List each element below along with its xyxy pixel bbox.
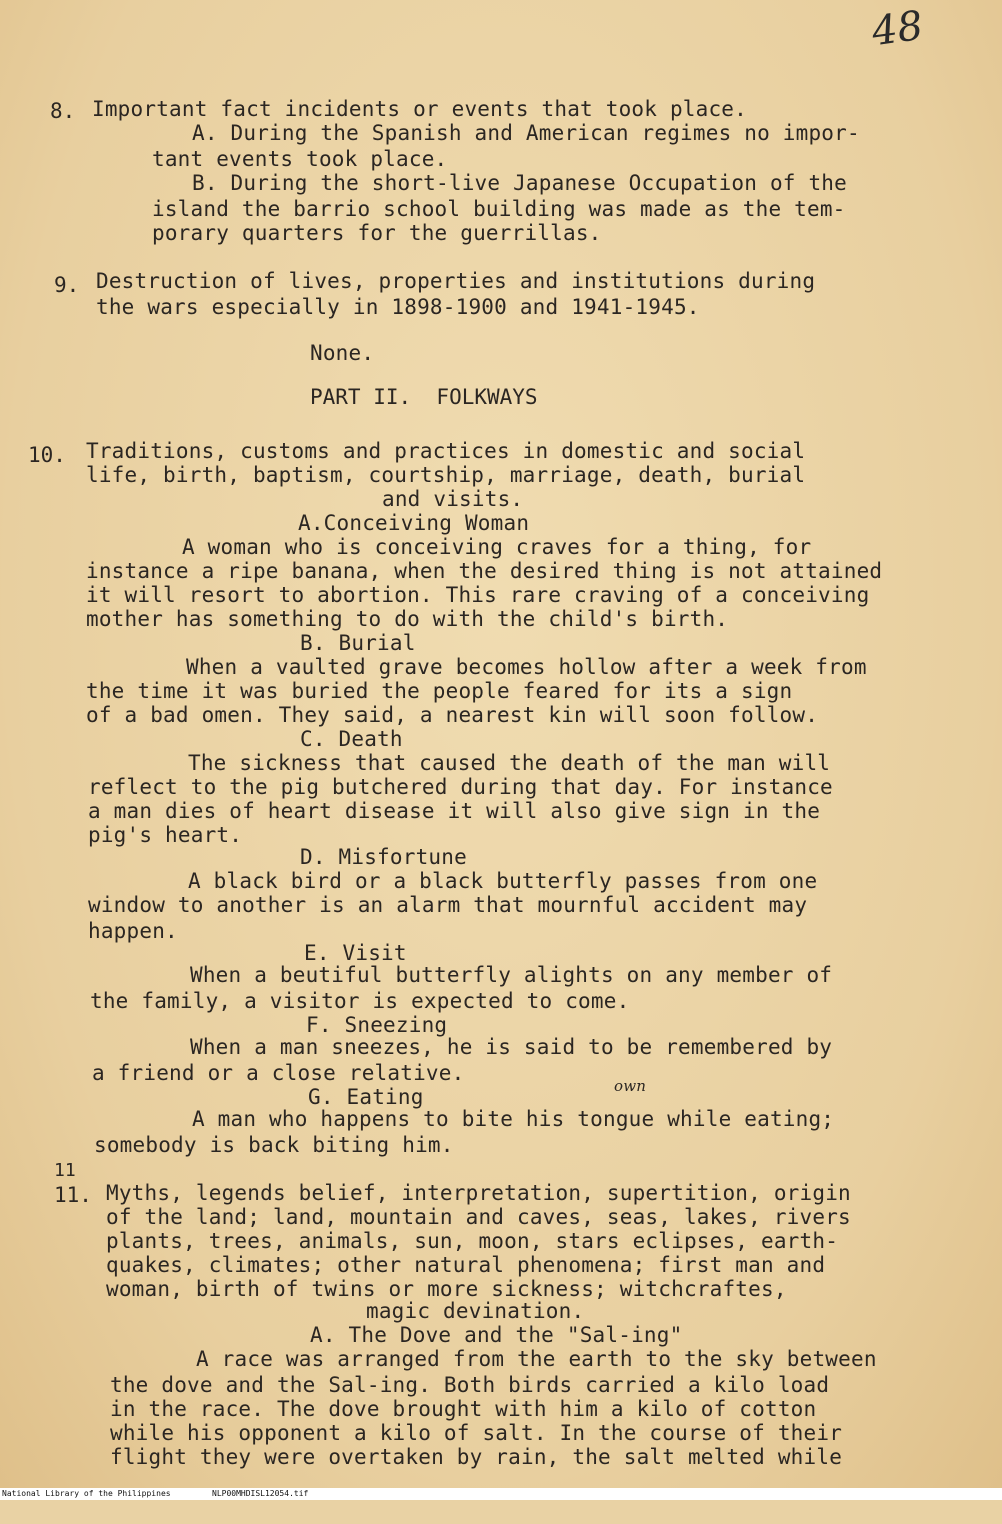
subsection-title: C. Death — [300, 727, 403, 751]
paragraph-line: pig's heart. — [88, 823, 243, 847]
page-number: 48 — [869, 2, 926, 56]
paragraph-line: the family, a visitor is expected to come. — [90, 989, 630, 1013]
section-11-line: woman, birth of twins or more sickness; witchcraftes, — [106, 1277, 787, 1301]
section-9-line: Destruction of lives, properties and institutions during — [96, 269, 816, 293]
paragraph-line: A man who happens to bite his tongue while eating; — [192, 1107, 835, 1131]
paragraph-line: the dove and the Sal-ing. Both birds carried a kilo load — [110, 1373, 830, 1397]
part-heading: PART II. FOLKWAYS — [310, 385, 538, 409]
section-8-line: tant events took place. — [152, 147, 448, 171]
paragraph-line: The sickness that caused the death of the man will — [188, 751, 831, 775]
paragraph-line: happen. — [88, 919, 178, 943]
paragraph-line: mother has something to do with the child's birth. — [86, 607, 729, 631]
section-10-number: 10. — [28, 443, 66, 467]
paragraph-line: A race was arranged from the earth to the sky between — [196, 1347, 877, 1371]
subsection-title: E. Visit — [304, 941, 407, 965]
section-10-line: life, birth, baptism, courtship, marriage, death, burial — [86, 463, 806, 487]
section-8-line: porary quarters for the guerrillas. — [152, 221, 602, 245]
paragraph-line: a friend or a close relative. — [92, 1061, 465, 1085]
footer-library: National Library of the Philippines — [2, 1489, 171, 1498]
section-9-number: 9. — [54, 273, 80, 297]
section-9-line: the wars especially in 1898-1900 and 1941-1945. — [96, 295, 700, 319]
section-11-margin-mark: 11 — [54, 1160, 76, 1181]
subsection-title: A. The Dove and the "Sal-ing" — [310, 1323, 683, 1347]
section-9-answer: None. — [310, 341, 375, 365]
section-8-line: B. During the short-live Japanese Occupation of the — [192, 171, 847, 195]
paragraph-line: reflect to the pig butchered during that day. For instance — [88, 775, 833, 799]
subsection-title: A.Conceiving Woman — [298, 511, 530, 535]
paragraph-line: instance a ripe banana, when the desired thing is not attained — [86, 559, 883, 583]
paragraph-line: window to another is an alarm that mournful accident may — [88, 893, 808, 917]
paragraph-line: When a man sneezes, he is said to be remembered by — [190, 1035, 833, 1059]
section-10-line: and visits. — [382, 487, 524, 511]
scan-footer — [0, 1488, 1002, 1500]
section-10-line: Traditions, customs and practices in domestic and social — [86, 439, 806, 463]
paragraph-line: A woman who is conceiving craves for a thing, for — [182, 535, 812, 559]
section-11-line: of the land; land, mountain and caves, seas, lakes, rivers — [106, 1205, 851, 1229]
paragraph-line: it will resort to abortion. This rare craving of a conceiving — [86, 583, 870, 607]
paragraph-line: flight they were overtaken by rain, the salt melted while — [110, 1445, 843, 1469]
section-8-line: A. During the Spanish and American regimes no impor- — [192, 121, 860, 145]
subsection-title: F. Sneezing — [306, 1013, 448, 1037]
section-11-line: Myths, legends belief, interpretation, supertition, origin — [106, 1181, 851, 1205]
paragraph-line: in the race. The dove brought with him a kilo of cotton — [110, 1397, 817, 1421]
section-11-number: 11. — [54, 1183, 92, 1207]
section-8-number: 8. — [50, 99, 76, 123]
section-8-line: island the barrio school building was made as the tem- — [152, 197, 846, 221]
paragraph-line: somebody is back biting him. — [94, 1133, 454, 1157]
subsection-title: D. Misfortune — [300, 845, 467, 869]
subsection-title: G. Eating — [308, 1085, 424, 1109]
section-8-line: Important fact incidents or events that took place. — [92, 97, 747, 121]
handwritten-insertion: own — [614, 1077, 647, 1095]
section-11-line: magic devination. — [366, 1299, 585, 1323]
paragraph-line: of a bad omen. They said, a nearest kin will soon follow. — [86, 703, 819, 727]
paragraph-line: the time it was buried the people feared for its a sign — [86, 679, 793, 703]
paragraph-line: while his opponent a kilo of salt. In the course of their — [110, 1421, 843, 1445]
footer-filename: NLP00MHDISL12054.tif — [212, 1489, 309, 1498]
section-11-line: quakes, climates; other natural phenomena; first man and — [106, 1253, 826, 1277]
paragraph-line: A black bird or a black butterfly passes from one — [188, 869, 818, 893]
paragraph-line: When a beutiful butterfly alights on any member of — [190, 963, 833, 987]
paragraph-line: a man dies of heart disease it will also give sign in the — [88, 799, 821, 823]
section-11-line: plants, trees, animals, sun, moon, stars eclipses, earth- — [106, 1229, 839, 1253]
subsection-title: B. Burial — [300, 631, 416, 655]
paragraph-line: When a vaulted grave becomes hollow after a week from — [186, 655, 867, 679]
